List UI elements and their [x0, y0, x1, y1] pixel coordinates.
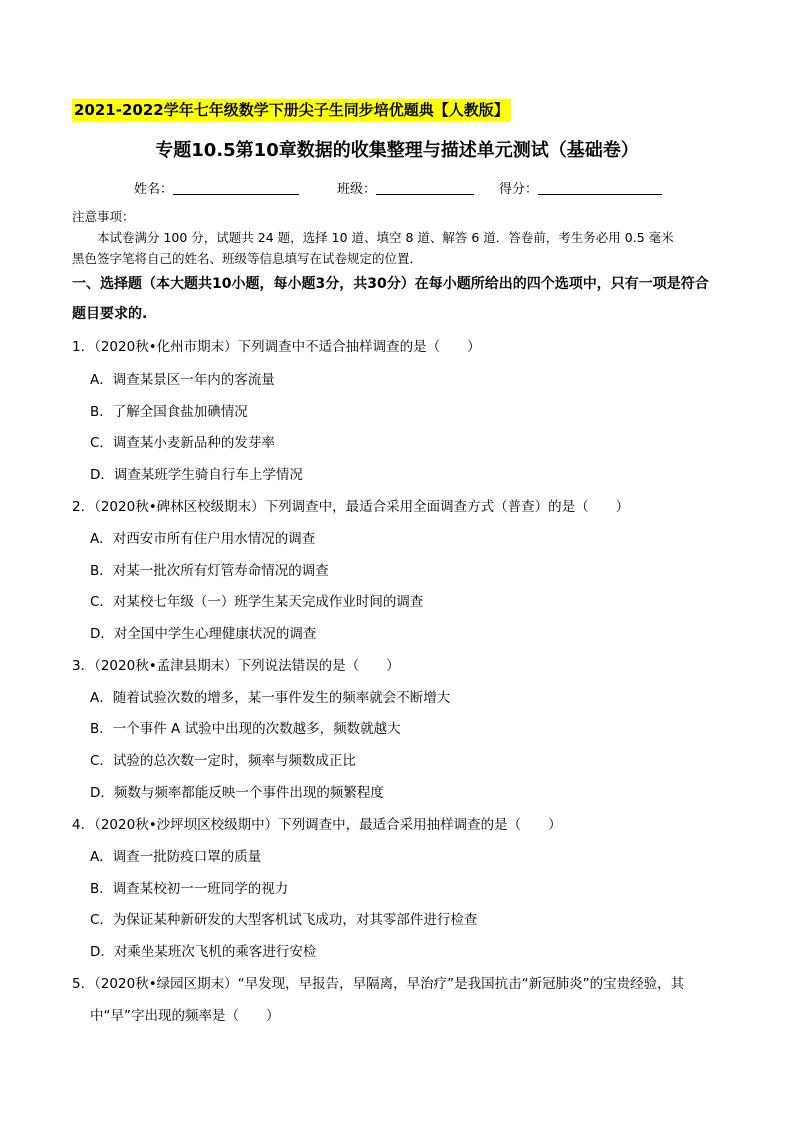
- notice-line-2: 黑色签字笔将自己的姓名、班级等信息填写在试卷规定的位置．: [72, 251, 423, 266]
- class-label: 班级：: [337, 182, 377, 197]
- score-label: 得分：: [499, 182, 539, 197]
- question-5-stem-continued: 中“早”字出现的频率是（ ）: [90, 1008, 280, 1024]
- notice-heading: 注意事项：: [72, 209, 135, 224]
- score-field[interactable]: [499, 178, 662, 197]
- question-2-stem: 2．（2020秋•碑林区校级期末）下列调查中，最适合采用全面调查方式（普查）的是（ ）: [72, 499, 630, 515]
- question-1-option-d[interactable]: D．调查某班学生骑自行车上学情况: [90, 467, 303, 483]
- question-1-option-c[interactable]: C．调查某小麦新品种的发芽率: [90, 435, 275, 451]
- page-title: 专题10.5第10章数据的收集整理与描述单元测试（基础卷）: [155, 140, 639, 161]
- name-field[interactable]: [134, 178, 299, 197]
- question-4-option-d[interactable]: D．对乘坐某班次飞机的乘客进行安检: [90, 944, 317, 960]
- question-3-option-d[interactable]: D．频数与频率都能反映一个事件出现的频繁程度: [90, 785, 384, 801]
- question-4-option-a[interactable]: A．调查一批防疫口罩的质量: [90, 849, 262, 865]
- question-3-stem: 3．（2020秋•孟津县期末）下列说法错误的是（ ）: [72, 658, 400, 674]
- section-heading-line-2: 题目要求的.: [72, 306, 148, 322]
- class-blank[interactable]: [376, 182, 474, 195]
- question-2-option-d[interactable]: D．对全国中学生心理健康状况的调查: [90, 626, 317, 642]
- section-heading-line-1: 一、选择题（本大题共10小题，每小题3分，共30分）在每小题所给出的四个选项中，只有一项是符合: [72, 276, 709, 292]
- question-2-option-c[interactable]: C．对某校七年级（一）班学生某天完成作业时间的调查: [90, 594, 424, 610]
- name-label: 姓名：: [134, 182, 174, 197]
- series-banner: 2021-2022学年七年级数学下册尖子生同步培优题典【人教版】: [72, 99, 511, 122]
- question-1-option-a[interactable]: A．调查某景区一年内的客流量: [90, 372, 275, 388]
- question-1-stem: 1．（2020秋•化州市期末）下列调查中不适合抽样调查的是（ ）: [72, 339, 481, 355]
- question-3-option-a[interactable]: A．随着试验次数的增多，某一事件发生的频率就会不断增大: [90, 690, 451, 706]
- question-3-option-c[interactable]: C．试验的总次数一定时，频率与频数成正比: [90, 753, 356, 769]
- question-5-stem: 5．（2020秋•绿园区期末）“早发现，早报告，早隔离，早治疗”是我国抗击“新冠肺炎”的宝贵经验，其: [72, 976, 685, 992]
- question-4-option-b[interactable]: B．调查某校初一一班同学的视力: [90, 881, 289, 897]
- question-3-option-b[interactable]: B．一个事件 A 试验中出现的次数越多，频数就越大: [90, 721, 401, 737]
- question-4-option-c[interactable]: C．为保证某种新研发的大型客机试飞成功，对其零部件进行检查: [90, 912, 478, 928]
- name-blank[interactable]: [173, 182, 299, 195]
- question-2-option-a[interactable]: A．对西安市所有住户用水情况的调查: [90, 531, 316, 547]
- class-field[interactable]: [337, 178, 474, 197]
- question-4-stem: 4．（2020秋•沙坪坝区校级期中）下列调查中，最适合采用抽样调查的是（ ）: [72, 817, 562, 833]
- question-2-option-b[interactable]: B．对某一批次所有灯管寿命情况的调查: [90, 563, 329, 579]
- question-1-option-b[interactable]: B．了解全国食盐加碘情况: [90, 404, 248, 420]
- score-blank[interactable]: [538, 182, 662, 195]
- notice-line-1: 本试卷满分 100 分，试题共 24 题，选择 10 道、填空 8 道、解答 6 道．答卷前，考生务必用 0.5 毫米: [97, 230, 674, 245]
